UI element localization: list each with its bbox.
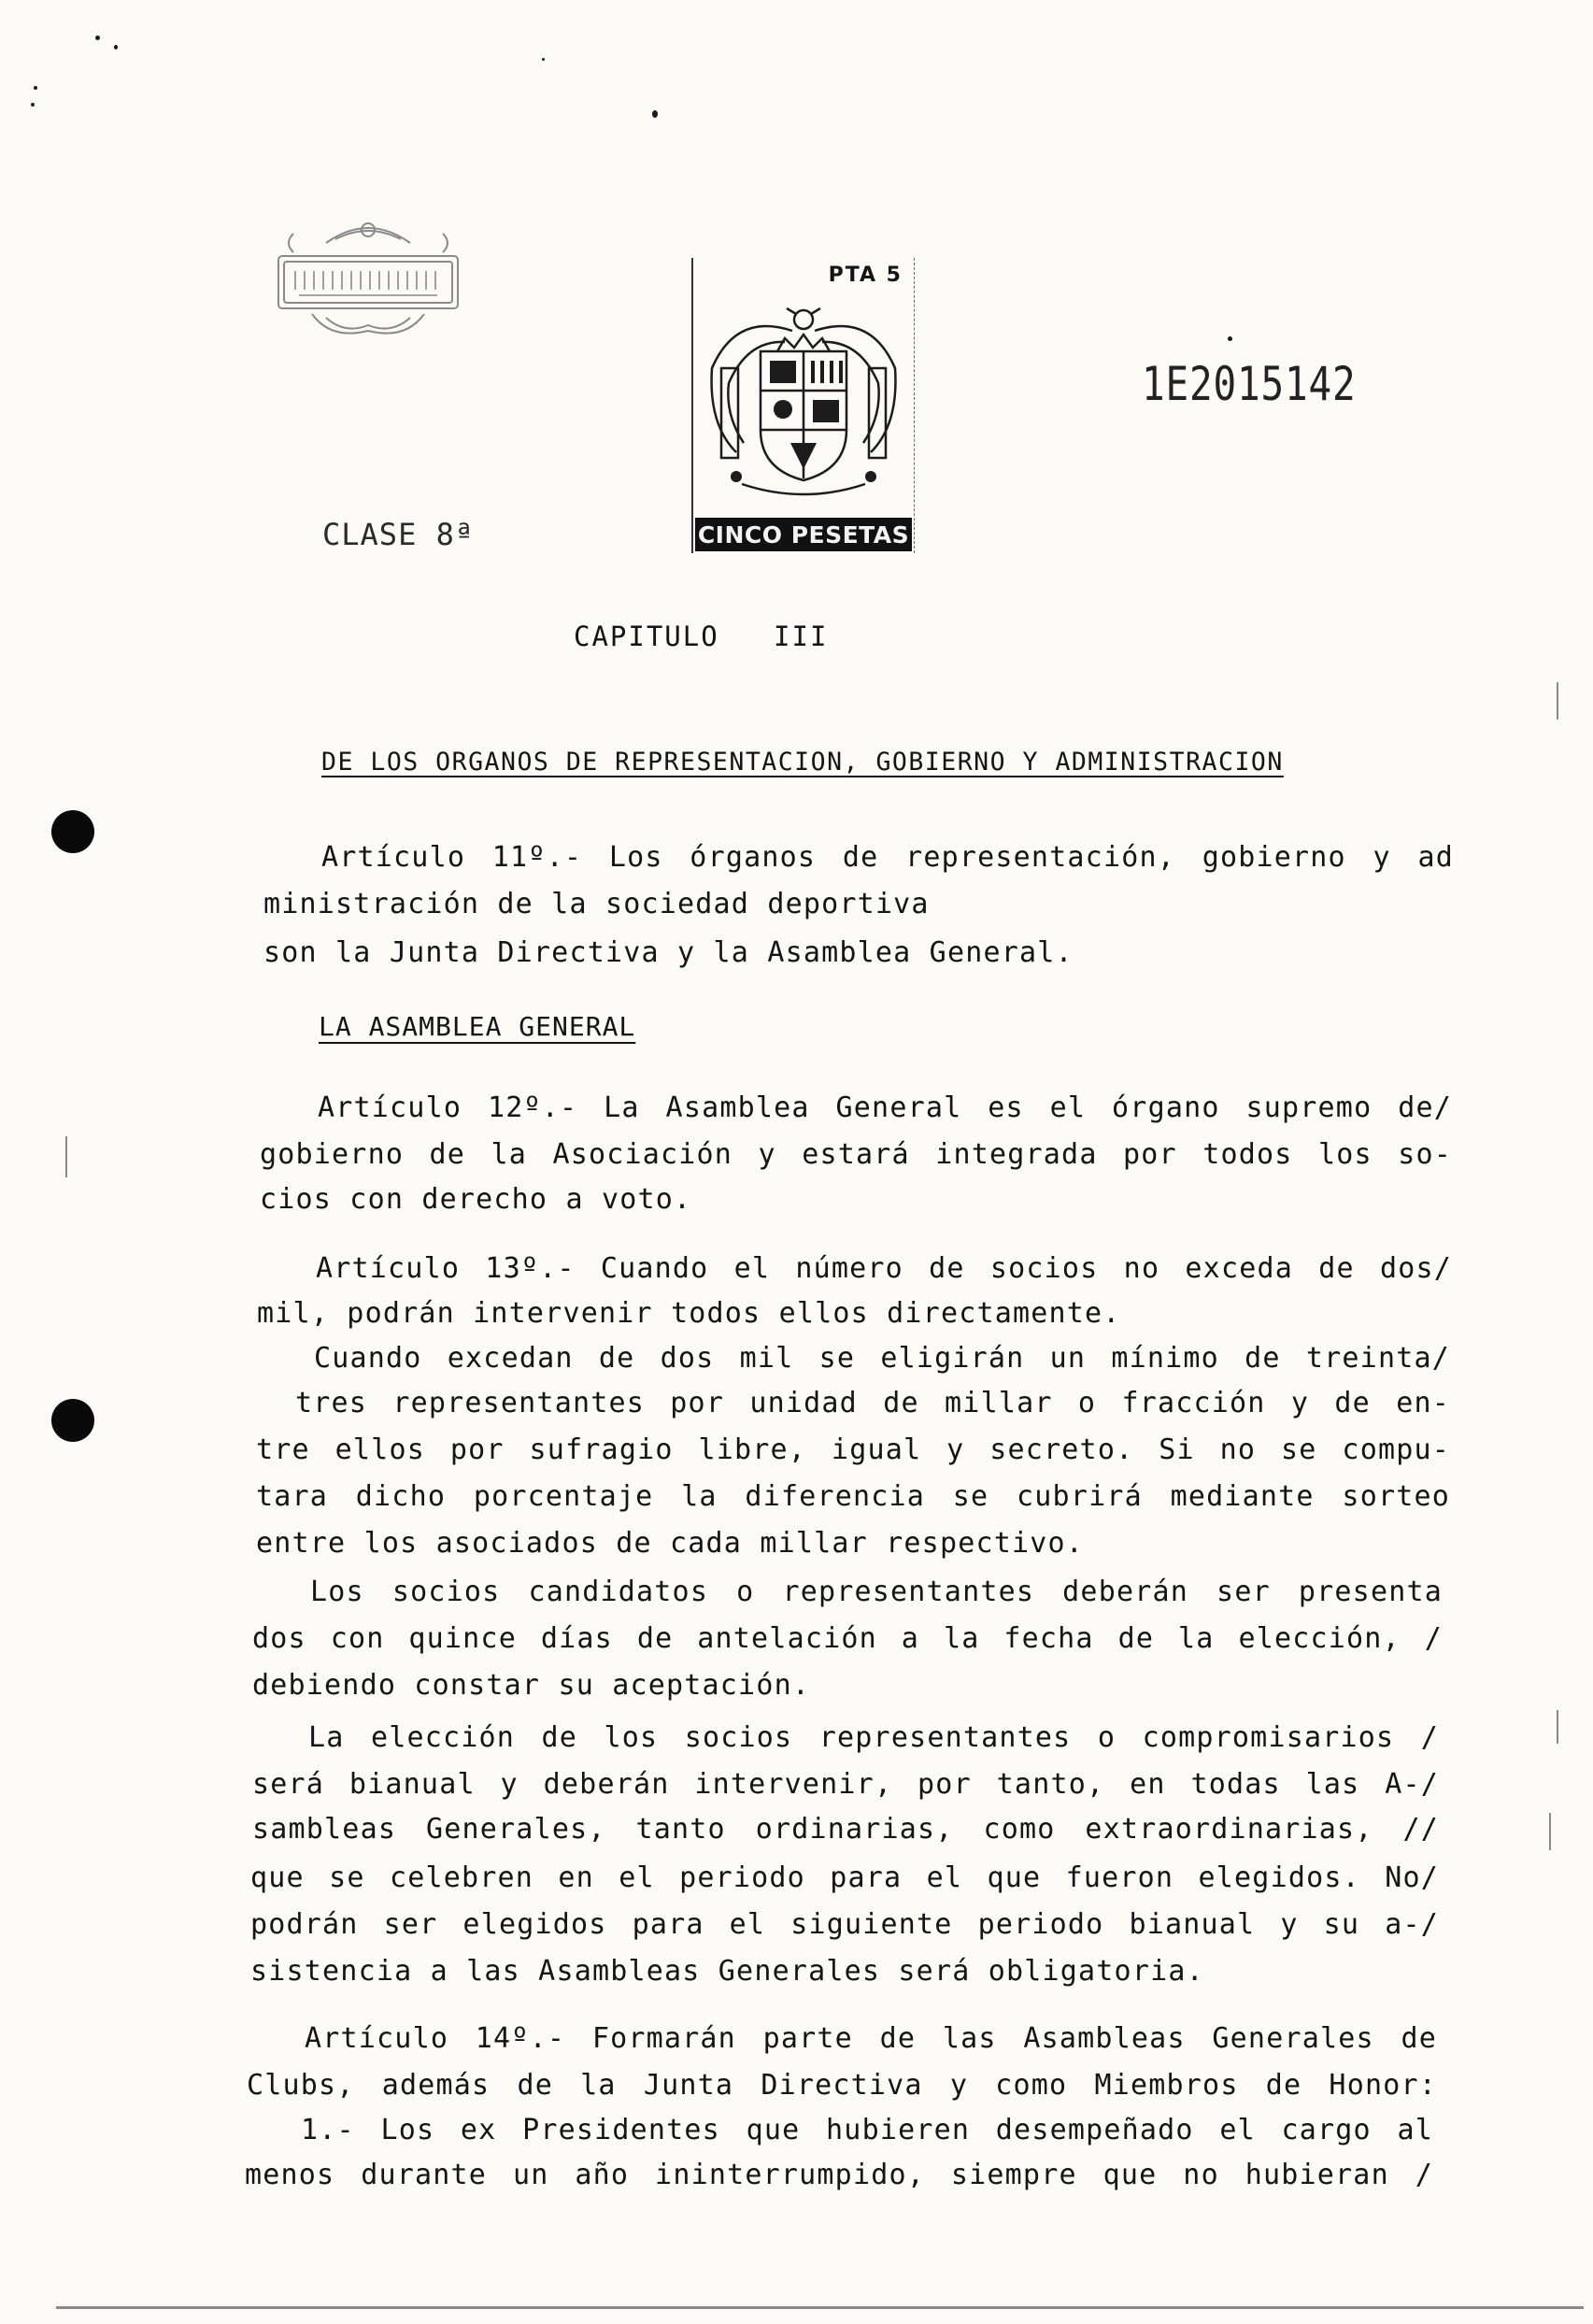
article-13-line: Artículo 13º.- Cuando el número de socios no exceda de dos/ [316,1252,1452,1285]
scan-speck [95,36,100,40]
chapter-heading: CAPITULO III [574,620,829,652]
article-13-line: podrán ser elegidos para el siguiente periodo bianual y su a-/ [250,1908,1439,1941]
article-13-line: sambleas Generales, tanto ordinarias, como extraordinarias, // [252,1813,1439,1846]
state-seal-emblem [275,217,462,348]
article-11-line: son la Junta Directiva y la Asamblea General. [263,936,1074,969]
scan-bottom-edge [56,2306,1584,2309]
article-13-line: dos con quince días de antelación a la fecha de la elección, / [252,1622,1443,1655]
article-12-line: cios con derecho a voto. [260,1183,692,1216]
article-13-line: será bianual y deberán intervenir, por tanto, en todas las A-/ [252,1768,1439,1801]
article-14-line: Clubs, además de la Junta Directiva y como Miembros de Honor: [247,2069,1437,2102]
section-heading: LA ASAMBLEA GENERAL [319,1011,636,1042]
serial-number: 1E2015142 [1142,357,1357,411]
punch-hole-upper [51,810,94,853]
article-12-line: gobierno de la Asociación y estará integrada por todos los so- [260,1138,1452,1171]
stamp-denomination: PTA 5 [828,264,903,287]
scan-mark [65,1136,67,1177]
article-13-line: La elección de los socios representantes o compromisarios / [308,1721,1439,1754]
scan-mark [1557,1710,1558,1744]
stamp-value-label: CINCO PESETAS [695,518,912,551]
article-11-line: ministración de la sociedad deportiva [263,888,930,920]
article-13-line: tara dicho porcentaje la diferencia se cubrirá mediante sorteo [256,1480,1450,1513]
scan-speck [114,45,118,50]
article-13-line: mil, podrán intervenir todos ellos directamente. [257,1297,1121,1330]
article-13-line: entre los asociados de cada millar respectivo. [256,1527,1085,1560]
article-13-line: tres representantes por unidad de millar o fracción y de en- [295,1387,1450,1419]
paper-class-label: CLASE 8ª [322,517,475,552]
article-12-line: Artículo 12º.- La Asamblea General es el órgano supremo de/ [318,1091,1452,1124]
article-11-line: Artículo 11º.- Los órganos de representación, gobierno y ad [321,841,1454,874]
article-14-line: 1.- Los ex Presidentes que hubieren desempeñado el cargo al [301,2114,1433,2146]
article-13-line: Los socios candidatos o representantes deberán ser presenta [310,1575,1443,1608]
scan-speck [542,58,545,61]
scan-speck [652,110,658,118]
revenue-stamp [691,258,915,553]
coat-of-arms-icon [699,293,908,506]
scan-speck [1228,336,1232,341]
article-13-line: sistencia a las Asambleas Generales será obligatoria. [250,1955,1204,1988]
chapter-title: DE LOS ORGANOS DE REPRESENTACION, GOBIERNO Y ADMINISTRACION [321,748,1284,777]
scan-speck [34,86,37,90]
scan-mark [1557,682,1558,720]
punch-hole-lower [51,1399,94,1442]
article-13-line: tre ellos por sufragio libre, igual y secreto. Si no se compu- [256,1433,1450,1466]
article-14-line: Artículo 14º.- Formarán parte de las Asambleas Generales de [305,2022,1437,2055]
scan-speck [31,103,35,107]
article-13-line: Cuando excedan de dos mil se eligirán un mínimo de treinta/ [314,1342,1450,1375]
article-14-line: menos durante un año ininterrumpido, siempre que no hubieran / [245,2159,1433,2191]
scan-mark [1549,1813,1551,1850]
article-13-line: que se celebren en el periodo para el que fueron elegidos. No/ [250,1861,1439,1894]
article-13-line: debiendo constar su aceptación. [252,1669,811,1702]
